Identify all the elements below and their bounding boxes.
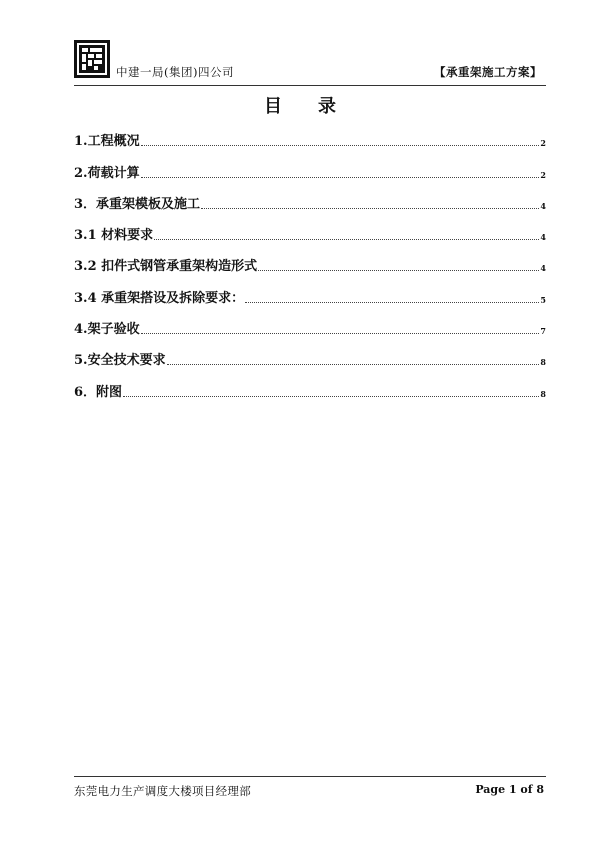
toc-entry-page: 5 xyxy=(540,294,546,305)
company-name: 中建一局(集团)四公司 xyxy=(116,65,234,79)
toc-entry[interactable] xyxy=(74,243,546,274)
dot-leader xyxy=(201,207,539,209)
toc-entry-label: 3.1 材料要求 xyxy=(74,228,154,244)
toc-entry-page: 4 xyxy=(540,263,546,274)
toc-entry[interactable] xyxy=(74,337,546,368)
footer-divider xyxy=(74,776,546,777)
toc-entry-label: 6．附图 xyxy=(74,384,123,400)
toc-entry-page: 4 xyxy=(540,200,546,211)
toc-entry-label: 2.荷载计算 xyxy=(74,165,140,181)
dot-leader xyxy=(123,395,539,397)
toc-entry-label: 3.2 扣件式钢管承重架构造形式 xyxy=(74,259,258,275)
page-header xyxy=(74,40,546,88)
toc-entry[interactable] xyxy=(74,368,546,399)
toc-entry-page: 2 xyxy=(540,169,546,180)
dot-leader xyxy=(141,144,540,146)
footer-page-number: Page 1 of 8 xyxy=(475,783,544,796)
toc-entry-label: 3.4 承重架搭设及拆除要求： xyxy=(74,290,245,306)
toc-entry-label: 5.安全技术要求 xyxy=(74,353,166,369)
toc-entry-page: 8 xyxy=(540,388,546,399)
dot-leader xyxy=(141,176,540,178)
toc-entry[interactable] xyxy=(74,212,546,243)
toc-entry[interactable] xyxy=(74,149,546,180)
toc-entry[interactable] xyxy=(74,181,546,212)
dot-leader xyxy=(258,269,539,271)
toc-entry-page: 8 xyxy=(540,357,546,368)
toc-heading: 目录 xyxy=(264,96,372,117)
toc-entry-page: 2 xyxy=(540,138,546,149)
toc-entry-label: 4.架子验收 xyxy=(74,322,140,338)
footer-department: 东莞电力生产调度大楼项目经理部 xyxy=(74,784,251,798)
dot-leader xyxy=(245,301,539,303)
toc-entry[interactable] xyxy=(74,306,546,337)
table-of-contents xyxy=(74,118,546,400)
toc-entry[interactable] xyxy=(74,118,546,149)
dot-leader xyxy=(141,332,540,334)
toc-entry[interactable] xyxy=(74,274,546,305)
document-title: 【承重架施工方案】 xyxy=(434,65,542,79)
toc-entry-label: 1.工程概况 xyxy=(74,134,140,150)
dot-leader xyxy=(167,363,540,365)
toc-entry-label: 3．承重架模板及施工 xyxy=(74,196,201,212)
dot-leader xyxy=(154,238,539,240)
toc-entry-page: 4 xyxy=(540,232,546,243)
toc-entry-page: 7 xyxy=(540,326,546,337)
company-logo-icon xyxy=(74,40,110,78)
header-divider xyxy=(74,85,546,86)
